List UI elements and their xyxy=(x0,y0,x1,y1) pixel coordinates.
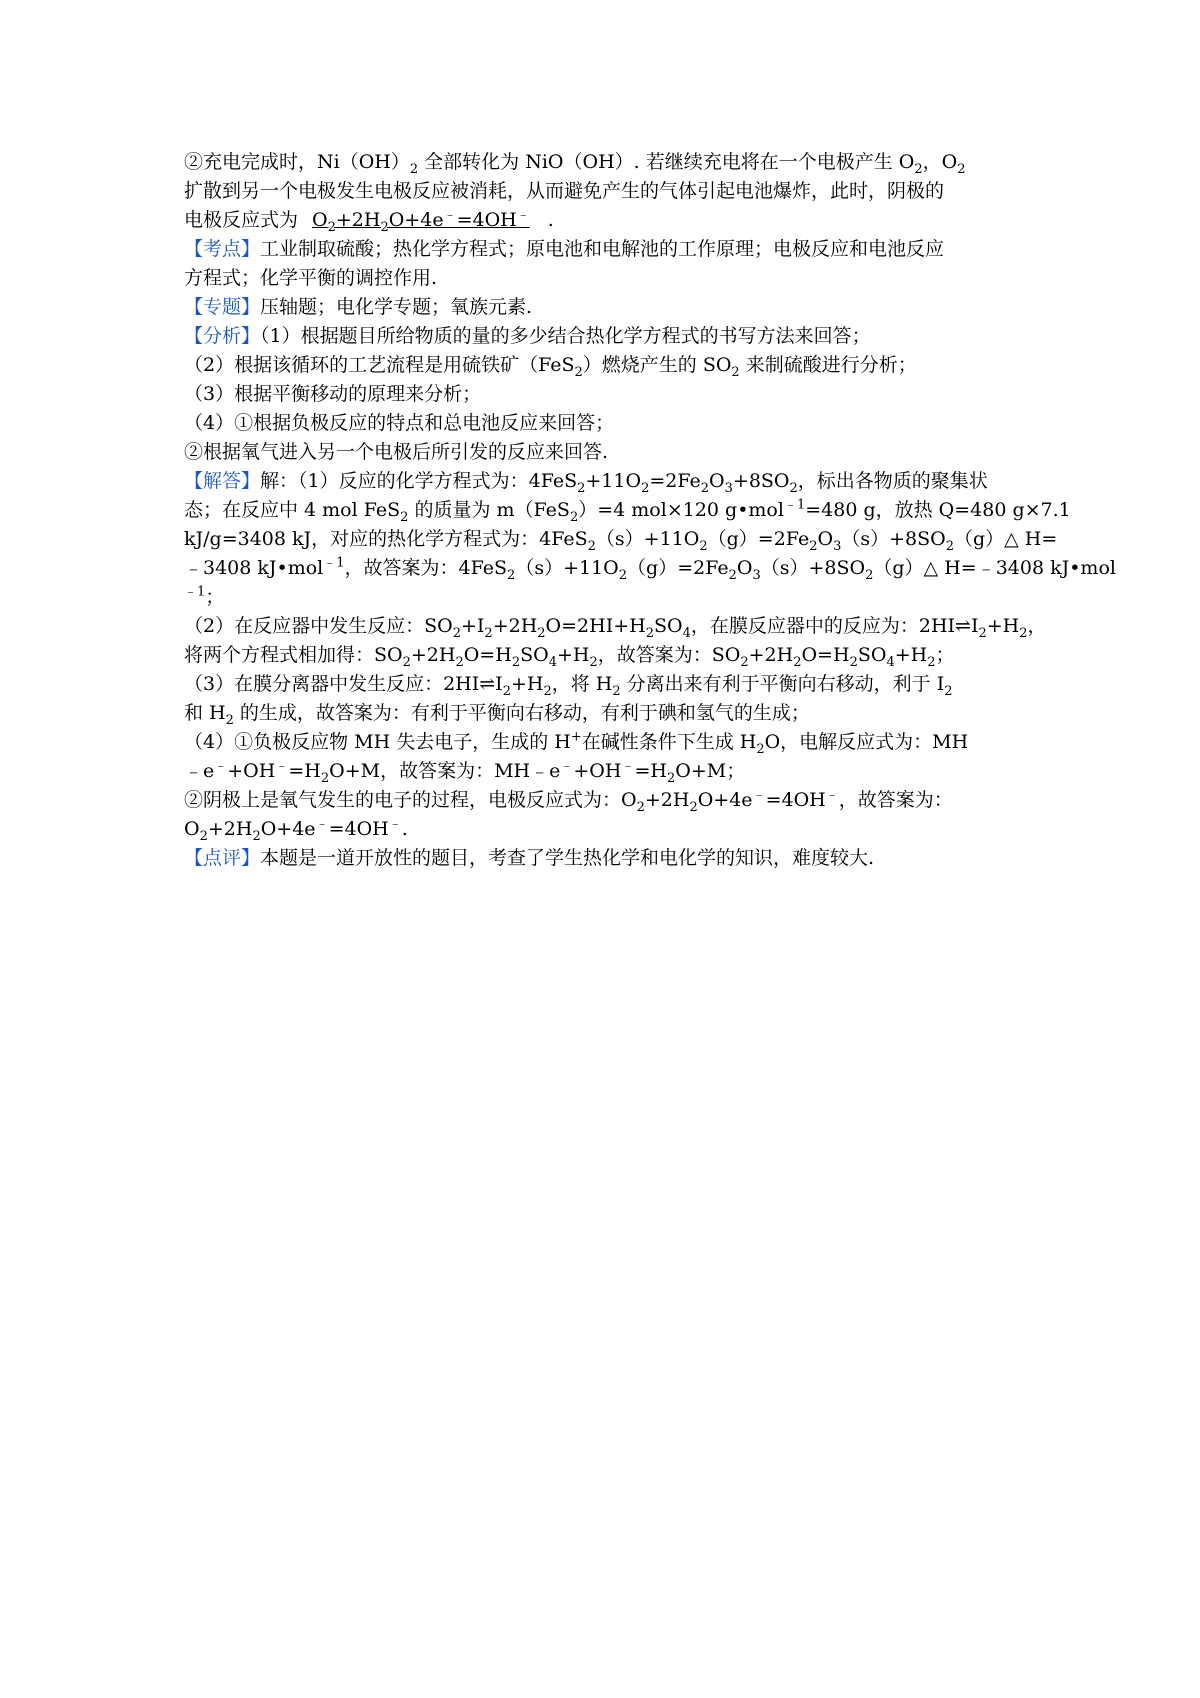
subscript: 2 xyxy=(455,654,464,670)
subscript: 2 xyxy=(402,654,411,670)
dianping-line xyxy=(184,844,1034,873)
subscript: 2 xyxy=(400,509,409,525)
subscript: 2 xyxy=(452,625,461,641)
subscript: 2 xyxy=(199,828,208,844)
subscript: 2 xyxy=(914,161,923,177)
subscript: 2 xyxy=(618,567,628,583)
text-run: +H xyxy=(510,673,544,695)
jieda-line8 xyxy=(184,670,1034,699)
text-run: （g）=2Fe xyxy=(707,528,810,550)
jieda-line2 xyxy=(184,496,1071,525)
answer-content xyxy=(184,148,1116,873)
text-run: 将两个方程式相加得：SO xyxy=(184,644,403,666)
jieda-line3 xyxy=(184,525,1058,554)
text-run: ； xyxy=(205,586,225,608)
text-run: （4）①负极反应物 MH 失去电子，生成的 H xyxy=(184,731,571,753)
text-run: （g）=2Fe xyxy=(627,557,729,579)
text-run: O，电解反应式为：MH xyxy=(764,731,969,753)
subscript: 2 xyxy=(789,480,798,496)
jieda-line11 xyxy=(184,757,1034,786)
subscript: 2 xyxy=(1019,625,1028,641)
fenxi-tag: 【分析】 xyxy=(184,325,261,347)
text-run: O=H xyxy=(801,644,850,666)
subscript: 2 xyxy=(252,828,261,844)
text-run: ，在膜反应器中的反应为：2HI⇌I xyxy=(690,615,979,637)
text-run: 来制硫酸进行分析； xyxy=(739,354,917,376)
subscript: 2 xyxy=(699,538,708,554)
jieda-line6 xyxy=(184,612,1047,641)
superscript: ﹣ xyxy=(825,787,839,803)
subscript: 2 xyxy=(728,567,737,583)
text-run: ﹣3408 kJ•mol xyxy=(184,557,324,579)
text-run: =480 g，放热 Q=480 g×7.1 xyxy=(805,499,1071,521)
subscript: 2 xyxy=(320,770,330,786)
text-run: （s）+11O xyxy=(595,528,700,550)
text-run: kJ/g=3408 kJ，对应的热化学方程式为：4FeS xyxy=(184,528,588,550)
text-run: =H xyxy=(634,760,667,782)
subscript: 2 xyxy=(944,683,953,699)
text-run: +2H xyxy=(644,789,690,811)
jieda-line7 xyxy=(184,641,1034,670)
text-run: 解：（1）反应的化学方程式为：4FeS xyxy=(260,470,578,492)
subscript: 2 xyxy=(689,799,698,815)
text-run: （s）+11O xyxy=(515,557,619,579)
superscript: ﹣ xyxy=(752,787,766,803)
text-run: O+4e xyxy=(697,789,753,811)
jieda-line1 xyxy=(184,467,1034,496)
fenxi-line5: ②根据氧气进入另一个电极后所引发的反应来回答. xyxy=(184,441,609,463)
subscript: 2 xyxy=(502,683,511,699)
text-run: （2）在反应器中发生反应：SO xyxy=(184,615,453,637)
text-run: O xyxy=(312,209,328,231)
kaodian-tag: 【考点】 xyxy=(184,238,261,260)
zhuanti-line xyxy=(184,293,1034,322)
superscript: ﹣ xyxy=(214,758,228,774)
text-run: 在碱性条件下生成 H xyxy=(581,731,757,753)
superscript: ﹣ xyxy=(388,816,402,832)
text-run: O xyxy=(817,528,834,550)
text-run: SO xyxy=(857,644,887,666)
subscript: 3 xyxy=(752,567,761,583)
subscript: 2 xyxy=(569,509,579,525)
subscript: 2 xyxy=(849,654,858,670)
subscript: 2 xyxy=(756,741,765,757)
text-run: =H xyxy=(288,760,321,782)
text-run: +2H xyxy=(492,615,538,637)
text-run: SO xyxy=(653,615,683,637)
text-run: （g）△ H=﹣3408 kJ•mol xyxy=(873,557,1116,579)
subscript: 2 xyxy=(740,654,749,670)
text-run: O+4e xyxy=(388,209,444,231)
text-run: ）=4 mol×120 g•mol xyxy=(578,499,784,521)
text-run: O+M，故答案为：MH﹣e xyxy=(329,760,561,782)
text-run: ，将 H xyxy=(551,673,613,695)
fenxi-line3: （3）根据平衡移动的原理来分析； xyxy=(184,383,482,405)
subscript: 2 xyxy=(409,161,419,177)
text-run: +OH xyxy=(227,760,276,782)
subscript: 2 xyxy=(612,683,621,699)
superscript: ﹣ xyxy=(621,758,635,774)
text-run: ，O xyxy=(922,151,958,173)
subscript: 2 xyxy=(380,219,389,235)
text-run: 态；在反应中 4 mol FeS xyxy=(184,499,401,521)
answer-blank xyxy=(298,207,548,235)
superscript: ﹣ xyxy=(275,758,289,774)
subscript: 2 xyxy=(927,654,936,670)
text-run: ； xyxy=(935,644,955,666)
text-run: +H xyxy=(556,644,590,666)
zhuanti-tag: 【专题】 xyxy=(184,296,261,318)
subscript: 3 xyxy=(724,480,733,496)
text-run: O xyxy=(709,470,725,492)
subscript: 2 xyxy=(809,538,818,554)
text-run: 电极反应式为 xyxy=(184,209,299,231)
subscript: 2 xyxy=(484,625,493,641)
text-run: 本题是一道开放性的题目，考查了学生热化学和电化学的知识，难度较大. xyxy=(260,847,875,869)
subscript: 2 xyxy=(700,480,710,496)
jieda-line13 xyxy=(184,815,1034,844)
subscript: 2 xyxy=(587,538,596,554)
text-run: ，故答案为：4FeS xyxy=(344,557,508,579)
subscript: 2 xyxy=(636,799,645,815)
text-run: O+4e xyxy=(260,818,316,840)
text-run: +2H xyxy=(207,818,253,840)
text-run: +I xyxy=(460,615,485,637)
text-run: （2）根据该循环的工艺流程是用硫铁矿（FeS xyxy=(184,354,575,376)
jieda-line9 xyxy=(184,699,1034,728)
subscript: 2 xyxy=(957,161,966,177)
text-run: 和 H xyxy=(184,702,226,724)
part2-line3 xyxy=(184,206,1034,235)
text-run: 全部转化为 NiO（OH）. 若继续充电将在一个电极产生 O xyxy=(418,151,915,173)
subscript: 2 xyxy=(731,364,740,380)
text-run: +OH xyxy=(573,760,622,782)
jieda-line10 xyxy=(184,728,1034,757)
superscript: + xyxy=(570,729,582,745)
kaodian-line1 xyxy=(184,235,1034,264)
superscript: ﹣ xyxy=(516,207,530,223)
part2-line2: 扩散到另一个电极发生电极反应被消耗，从而避免产生的气体引起电池爆炸，此时，阴极的 xyxy=(184,180,945,202)
text-run: 的生成，故答案为：有利于平衡向右移动，有利于碘和氢气的生成； xyxy=(233,702,810,724)
text-run: O xyxy=(736,557,753,579)
subscript: 2 xyxy=(865,567,874,583)
text-run: =4OH xyxy=(765,789,826,811)
part2-line1 xyxy=(184,148,1034,177)
text-run: 的质量为 m（FeS xyxy=(408,499,570,521)
jieda-tag: 【解答】 xyxy=(184,470,261,492)
dianping-tag: 【点评】 xyxy=(184,847,261,869)
text-run: （1）根据题目所给物质的量的多少结合热化学方程式的书写方法来回答； xyxy=(260,325,871,347)
subscript: 2 xyxy=(978,625,987,641)
subscript: 2 xyxy=(574,364,583,380)
subscript: 2 xyxy=(577,480,586,496)
text-run: ）燃烧产生的 SO xyxy=(582,354,732,376)
superscript: ﹣1 xyxy=(783,497,806,513)
text-run: O=H xyxy=(463,644,512,666)
superscript: ﹣ xyxy=(315,816,329,832)
text-run: +2H xyxy=(410,644,456,666)
text-run: +8SO xyxy=(732,470,790,492)
text-run: ②充电完成时，Ni（OH） xyxy=(184,151,410,173)
text-run: ，故答案为： xyxy=(838,789,953,811)
text-run: =4OH xyxy=(456,209,517,231)
subscript: 2 xyxy=(225,712,234,728)
jieda-line5 xyxy=(184,583,1034,612)
subscript: 4 xyxy=(886,654,895,670)
subscript: 3 xyxy=(833,538,842,554)
subscript: 2 xyxy=(511,654,521,670)
text-run: . xyxy=(401,818,408,840)
jieda-line12 xyxy=(184,786,1034,815)
subscript: 2 xyxy=(543,683,552,699)
superscript: ﹣ xyxy=(560,758,574,774)
jieda-line4 xyxy=(184,554,1116,583)
superscript: ﹣1 xyxy=(323,555,345,571)
text-run: ，标出各物质的聚集状 xyxy=(797,470,988,492)
text-run: +H xyxy=(894,644,928,666)
text-run: =2Fe xyxy=(649,470,701,492)
text-run: . xyxy=(547,209,554,231)
subscript: 2 xyxy=(645,625,654,641)
text-run: 工业制取硫酸；热化学方程式；原电池和电解池的工作原理；电极反应和电池反应 xyxy=(260,238,945,260)
subscript: 2 xyxy=(793,654,802,670)
text-run: +11O xyxy=(585,470,642,492)
text-run: 压轴题；电化学专题；氧族元素. xyxy=(260,296,533,318)
fenxi-line4: （4）①根据负极反应的特点和总电池反应来回答； xyxy=(184,412,615,434)
text-run: （s）+8SO xyxy=(841,528,946,550)
text-run: ，故答案为：SO xyxy=(597,644,741,666)
text-run: 分离出来有利于平衡向右移动，利于 I xyxy=(620,673,945,695)
subscript: 2 xyxy=(641,480,650,496)
text-run: +H xyxy=(986,615,1020,637)
subscript: 2 xyxy=(945,538,954,554)
text-run: O xyxy=(184,818,200,840)
subscript: 4 xyxy=(682,625,691,641)
text-run: +2H xyxy=(335,209,381,231)
text-run: +2H xyxy=(748,644,794,666)
text-run: （g）△ H= xyxy=(953,528,1058,550)
text-run: （3）在膜分离器中发生反应：2HI⇌I xyxy=(184,673,503,695)
subscript: 2 xyxy=(537,625,546,641)
kaodian-line2: 方程式；化学平衡的调控作用. xyxy=(184,267,438,289)
text-run: ， xyxy=(1027,615,1047,637)
subscript: 2 xyxy=(666,770,676,786)
text-run: O+M； xyxy=(675,760,746,782)
subscript: 2 xyxy=(589,654,598,670)
text-run: ﹣e xyxy=(184,760,215,782)
text-run: SO xyxy=(520,644,549,666)
text-run: （s）+8SO xyxy=(760,557,866,579)
subscript: 4 xyxy=(548,654,557,670)
text-run: =4OH xyxy=(328,818,389,840)
fenxi-line1 xyxy=(184,322,1034,351)
subscript: 2 xyxy=(507,567,516,583)
text-run: ②阴极上是氧气发生的电子的过程，电极反应式为：O xyxy=(184,789,637,811)
subscript: 2 xyxy=(327,219,336,235)
fenxi-line2 xyxy=(184,351,1034,380)
text-run: O=2HI+H xyxy=(545,615,646,637)
superscript: ﹣1 xyxy=(184,584,206,600)
superscript: ﹣ xyxy=(443,207,457,223)
